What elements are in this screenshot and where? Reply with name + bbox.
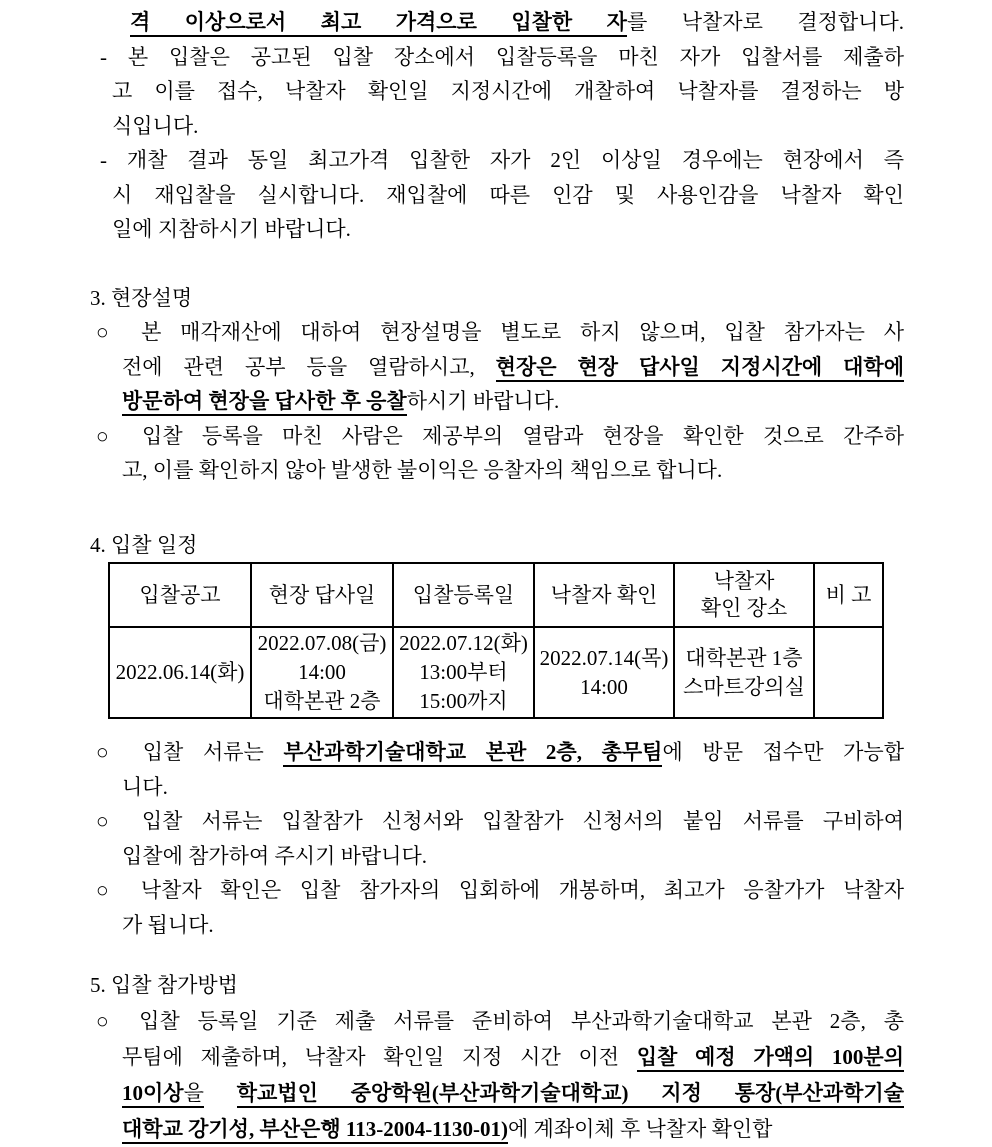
text-segment: 무팀에 제출하며, 낙찰자 확인일 지정 시간 이전 [122, 1044, 637, 1069]
text-segment: 고 이를 접수, 낙찰자 확인일 지정시간에 개찰하여 낙찰자를 결정하는 방 [112, 79, 904, 103]
table-data-cell: 대학본관 1층 스마트강의실 [674, 627, 814, 718]
section-3-heading [0, 281, 992, 316]
text-segment: 일에 지참하시기 바랍니다. [112, 217, 351, 241]
continued-sentence-line [0, 5, 992, 40]
text-segment: - 개찰 결과 동일 최고가격 입찰한 자가 2인 이상일 경우에는 현장에서 즉 [100, 148, 904, 172]
text-segment: ○ 본 매각재산에 대하여 현장설명을 별도로 하지 않으며, 입찰 참가자는 사 [96, 320, 904, 344]
text-segment: 전에 관련 공부 등을 열람하시고, [122, 354, 496, 379]
circle-item-line [0, 453, 992, 488]
circle-item-line [0, 1039, 992, 1075]
table-row [109, 563, 883, 627]
text-segment: ○ 입찰 서류는 입찰참가 신청서와 입찰참가 신청서의 붙임 서류를 구비하여 [96, 809, 904, 833]
section-4-heading [0, 528, 992, 563]
circle-item-line [0, 770, 992, 805]
table-header-cell: 입찰공고 [109, 563, 251, 627]
emphasized-text: 대학교 강기성, 부산은행 113-2004-1130-01) [122, 1117, 508, 1144]
text-segment: 를 낙찰자로 결정합니다. [626, 10, 905, 34]
text-segment: 고, 이를 확인하지 않아 발생한 불이익은 응찰자의 책임으로 합니다. [122, 458, 723, 482]
text-segment: 에 방문 접수만 가능합 [662, 740, 904, 764]
emphasized-text: 10이상 [122, 1081, 184, 1108]
emphasized-text: 학교법인 중앙학원(부산과학기술대학교) 지정 통장(부산과학기술 [237, 1081, 904, 1108]
circle-item-line [0, 908, 992, 943]
emphasized-text: 방문하여 현장을 답사한 후 응찰 [122, 389, 407, 416]
dash-item-line [0, 40, 992, 75]
circle-item-line [0, 839, 992, 874]
circle-item-line [0, 735, 992, 770]
circle-item-line [0, 384, 992, 419]
text-segment [204, 1081, 237, 1105]
dash-item-line [0, 143, 992, 178]
text-segment: 가 됩니다. [122, 912, 214, 937]
table-data-cell [814, 627, 883, 718]
table-data-cell: 2022.07.12(화) 13:00부터 15:00까지 [393, 627, 534, 718]
text-segment: 시 재입찰을 실시합니다. 재입찰에 따른 인감 및 사용인감을 낙찰자 확인 [112, 182, 904, 207]
circle-item-line [0, 419, 992, 454]
bid-schedule-table [108, 562, 884, 719]
text-segment: 5. 입찰 참가방법 [90, 973, 238, 997]
emphasized-text: 부산과학기술대학교 본관 2층, 총무팀 [283, 740, 662, 767]
text-segment: 하시기 바랍니다. [406, 389, 560, 413]
text-segment: 입찰에 참가하여 주시기 바랍니다. [122, 843, 428, 868]
text-segment: ○ 낙찰자 확인은 입찰 참가자의 입회하에 개봉하며, 최고가 응찰가가 낙찰자 [96, 878, 904, 902]
circle-item-line [0, 804, 992, 839]
table-header-cell: 낙찰자 확인 장소 [674, 563, 814, 627]
text-segment: 4. 입찰 일정 [90, 532, 198, 557]
text-segment: 식입니다. [112, 113, 199, 138]
emphasized-text: 을 [184, 1081, 204, 1108]
table-row [109, 627, 883, 718]
table-header-cell: 입찰등록일 [393, 563, 534, 627]
emphasized-text: 현장은 현장 답사일 지정시간에 대학에 [496, 355, 904, 382]
text-segment: 3. 현장설명 [90, 285, 193, 310]
text-segment: 니다. [122, 774, 168, 799]
circle-item-line [0, 1111, 992, 1147]
circle-item-line [0, 350, 992, 385]
table-header-cell: 비 고 [814, 563, 883, 627]
text-segment: - 본 입찰은 공고된 입찰 장소에서 입찰등록을 마친 자가 입찰서를 제출하 [100, 44, 904, 69]
table-data-cell: 2022.07.14(목) 14:00 [534, 627, 674, 718]
table-data-cell: 2022.07.08(금) 14:00 대학본관 2층 [251, 627, 393, 718]
table-data-cell: 2022.06.14(화) [109, 627, 251, 718]
emphasized-text: 입찰 예정 가액의 100분의 [637, 1045, 904, 1072]
circle-item-line [0, 1075, 992, 1111]
dash-item-line [0, 74, 992, 109]
circle-item-line [0, 873, 992, 908]
text-segment: ○ 입찰 등록을 마친 사람은 제공부의 열람과 현장을 확인한 것으로 간주하 [96, 423, 904, 448]
emphasized-text: 격 이상으로서 최고 가격으로 입찰한 자 [130, 10, 627, 37]
text-segment: ○ 입찰 서류는 [96, 740, 284, 764]
circle-item-line [0, 315, 992, 350]
circle-item-line [0, 1003, 992, 1039]
text-segment: 에 계좌이체 후 낙찰자 확인합 [508, 1116, 773, 1141]
dash-item-line [0, 109, 992, 144]
table-header-cell: 낙찰자 확인 [534, 563, 674, 627]
table-header-cell: 현장 답사일 [251, 563, 393, 627]
text-segment: ○ 입찰 등록일 기준 제출 서류를 준비하여 부산과학기술대학교 본관 2층, 총 [96, 1008, 904, 1033]
section-5-heading [0, 968, 992, 1003]
dash-item-line [0, 212, 992, 247]
dash-item-line [0, 178, 992, 213]
